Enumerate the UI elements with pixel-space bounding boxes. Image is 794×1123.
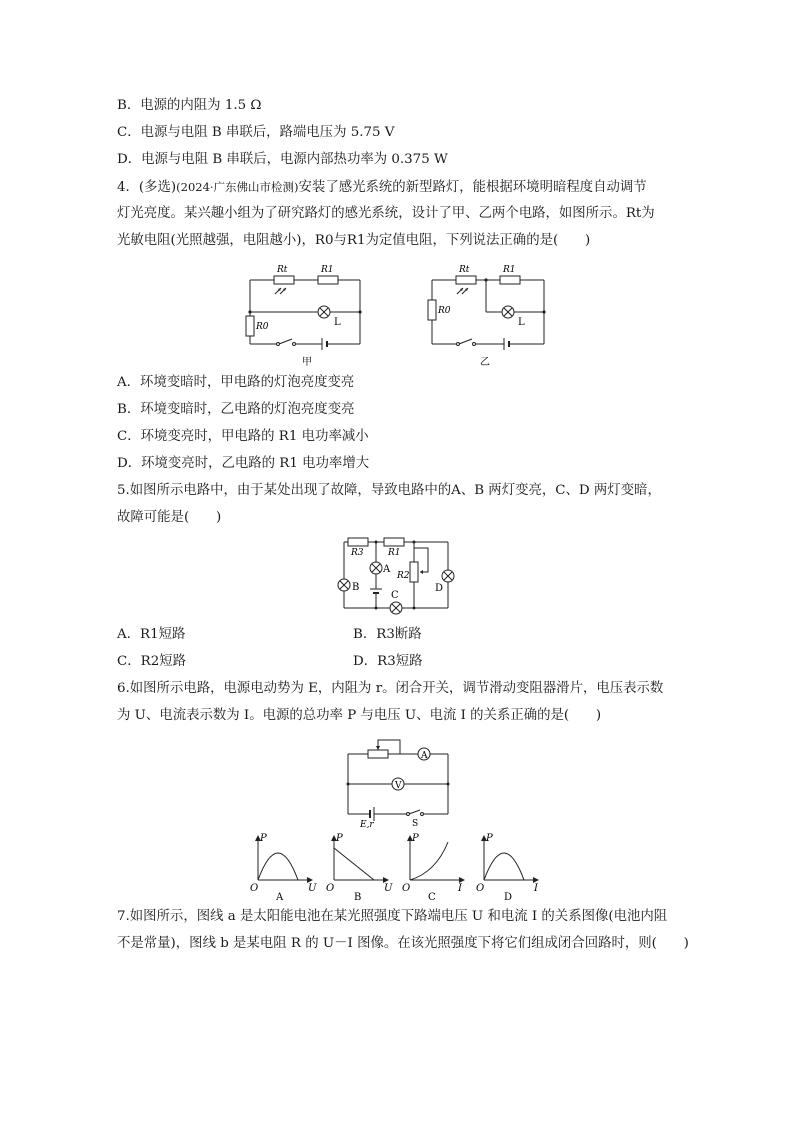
q4-stem-line-3: 光敏电阻(光照越强，电阻越小)，R0与R1为定值电阻，下列说法正确的是( ) <box>117 233 591 248</box>
q6-a-x-label: U <box>308 883 317 894</box>
q4-jia-r0-label: R0 <box>256 322 269 332</box>
q6-a-caption: A <box>276 892 284 902</box>
q4-option-d: D．环境变亮时，乙电路的 R1 电功率增大 <box>117 456 370 471</box>
q5-option-d: D．R3短路 <box>353 654 423 669</box>
q4-option-a: A．环境变暗时，甲电路的灯泡亮度变亮 <box>117 375 355 390</box>
q5-option-b: B．R3断路 <box>353 627 422 642</box>
q6-graph-d <box>476 833 539 902</box>
q7-stem-line-1: 7.如图所示，图线 a 是太阳能电池在某光照强度下路端电压 U 和电流 I 的关系图像(电池内阻 <box>117 909 668 924</box>
q4-stem-1: 安装了感光系统的新型路灯，能根据环境明暗程度自动调节 <box>298 180 647 195</box>
q4-stem-line-2: 灯光亮度。某兴趣小组为了研究路灯的感光系统，设计了甲、乙两个电路，如图所示。Rt为 <box>117 206 655 221</box>
q6-graph-b <box>326 833 393 902</box>
q5-lamp-a-label: A <box>383 564 391 575</box>
q4-yi-lamp-label: L <box>518 317 525 328</box>
q4-jia-rt-label: Rt <box>277 265 288 275</box>
q6-stem-line-1: 6.如图所示电路，电源电动势为 E，内阻为 r。闭合开关，调节滑动变阻器滑片，电压表示数 <box>117 681 664 696</box>
q4-source: (2024·广东佛山市检测) <box>176 180 299 194</box>
q7-stem-line-2: 不是常量)，图线 b 是某电阻 R 的 U－I 图像。在该光照强度下将它们组成闭合回路时，则( ) <box>117 936 689 951</box>
q4-jia-caption: 甲 <box>302 357 312 368</box>
q6-switch-label: S <box>412 819 419 828</box>
q6-b-origin: O <box>326 883 335 894</box>
q6-d-origin: O <box>476 883 485 894</box>
q6-d-caption: D <box>504 892 513 902</box>
q6-a-y-label: P <box>260 833 267 844</box>
q4-circuit-yi <box>418 258 558 370</box>
q6-source-label: E,r <box>360 820 374 828</box>
q5-lamp-d-label: D <box>435 583 444 594</box>
q6-ammeter-label: A <box>421 751 428 761</box>
q4-stem-line-1 <box>117 178 647 197</box>
q6-circuit <box>336 734 460 828</box>
q4-yi-r1-label: R1 <box>503 265 516 275</box>
q4-circuit-jia <box>236 258 376 370</box>
prev-option-b: B．电源的内阻为 1.5 Ω <box>117 98 262 113</box>
q5-lamp-c-label: C <box>391 590 399 601</box>
q5-circuit <box>336 534 458 618</box>
q4-jia-r1-label: R1 <box>321 265 334 275</box>
q5-option-c: C．R2短路 <box>117 654 187 669</box>
q6-stem-line-2: 为 U、电流表示数为 I。电源的总功率 P 与电压 U、电流 I 的关系正确的是( ) <box>117 708 602 723</box>
q4-prefix: 4．(多选) <box>117 180 177 195</box>
q6-b-caption: B <box>354 892 362 902</box>
q6-c-origin: O <box>402 883 411 894</box>
q5-r1-label: R1 <box>388 548 401 558</box>
q6-b-x-label: U <box>384 883 393 894</box>
q4-yi-rt-label: Rt <box>459 265 470 275</box>
q6-graph-a <box>250 833 317 902</box>
q6-a-origin: O <box>250 883 259 894</box>
q6-b-y-label: P <box>336 833 343 844</box>
q5-option-a: A．R1短路 <box>117 627 186 642</box>
q6-c-caption: C <box>428 892 436 902</box>
q6-d-x-label: I <box>534 883 538 894</box>
q6-voltmeter-label: V <box>395 781 402 791</box>
q5-r2-label: R2 <box>397 571 410 581</box>
q4-option-b: B．环境变暗时，乙电路的灯泡亮度变亮 <box>117 402 355 417</box>
q6-graphs <box>244 830 554 902</box>
q4-yi-r0-label: R0 <box>438 306 451 316</box>
q5-lamp-b-label: B <box>352 582 360 593</box>
q5-stem-line-2: 故障可能是( ) <box>117 510 222 525</box>
prev-option-c: C．电源与电阻 B 串联后，路端电压为 5.75 V <box>117 125 395 140</box>
q6-graph-c <box>402 833 464 902</box>
q6-d-y-label: P <box>486 833 493 844</box>
q4-yi-caption: 乙 <box>480 357 490 368</box>
q5-stem-line-1: 5.如图所示电路中，由于某处出现了故障，导致电路中的A、B 两灯变亮，C、D 两灯变暗， <box>117 483 661 498</box>
q4-option-c: C．环境变亮时，甲电路的 R1 电功率减小 <box>117 429 369 444</box>
q6-c-y-label: P <box>412 833 419 844</box>
q4-jia-lamp-label: L <box>334 317 341 328</box>
q5-r3-label: R3 <box>351 548 364 558</box>
prev-option-d: D．电源与电阻 B 串联后，电源内部热功率为 0.375 W <box>117 152 448 167</box>
q6-c-x-label: I <box>458 883 462 894</box>
